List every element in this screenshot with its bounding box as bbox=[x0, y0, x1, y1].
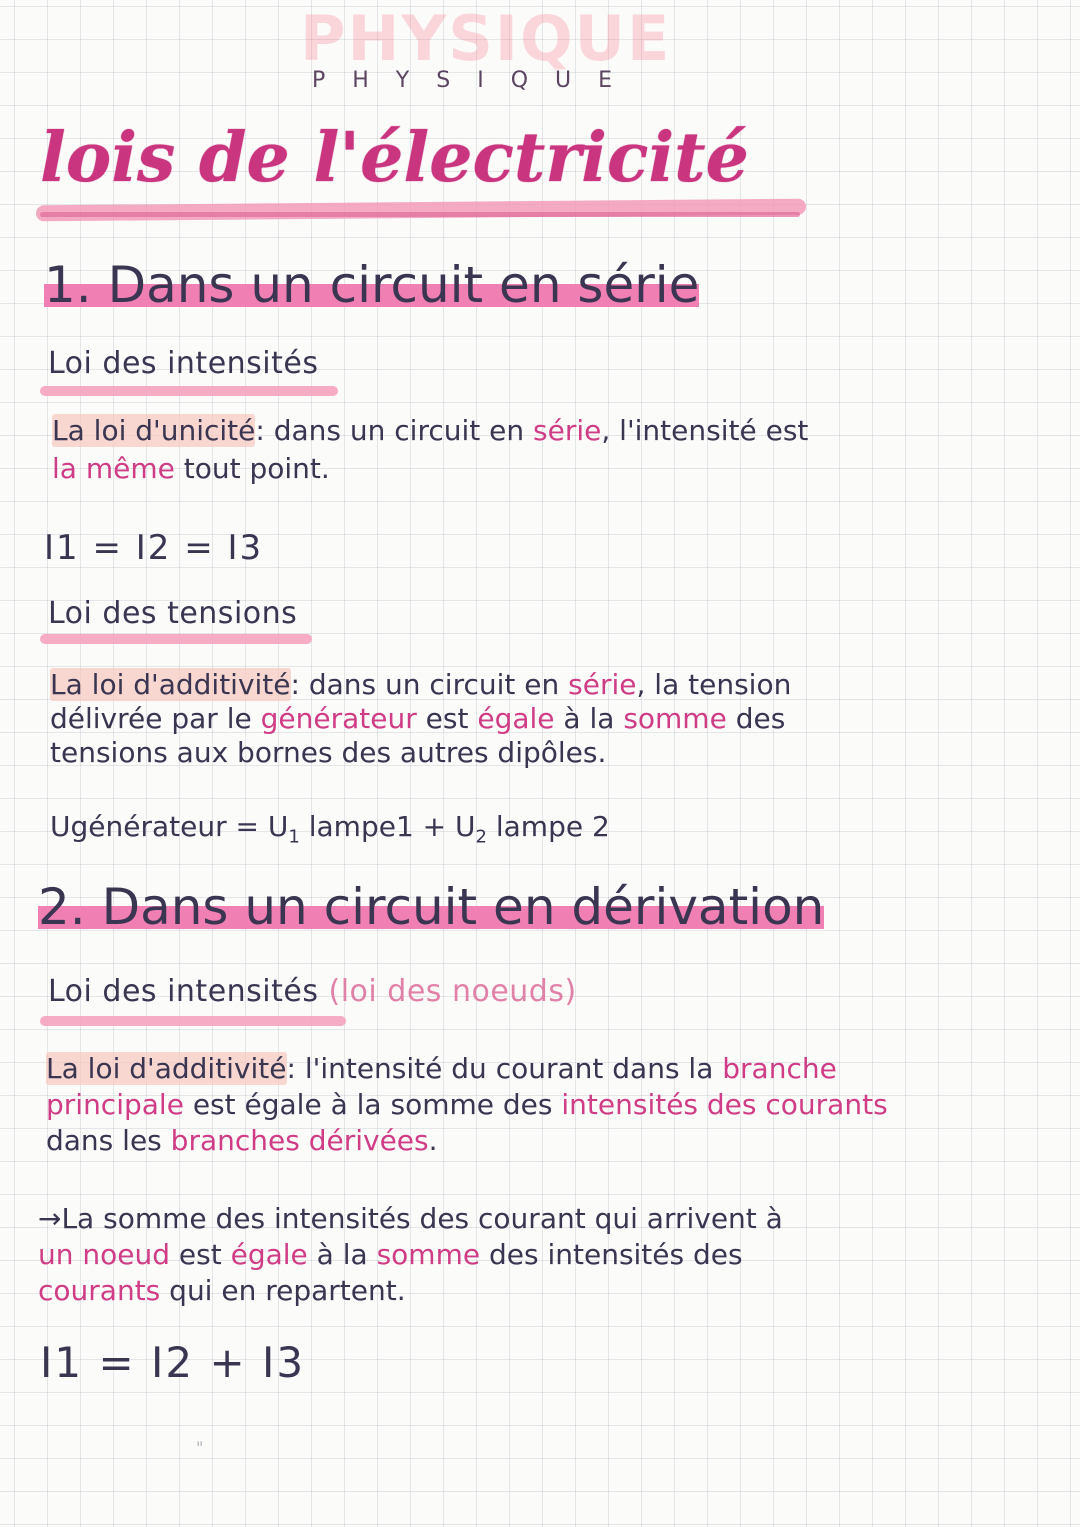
section-heading-derivation bbox=[38, 878, 824, 936]
formula-part: = U bbox=[226, 810, 289, 843]
body-text: : dans un circuit en bbox=[290, 668, 569, 701]
body-text: délivrée par le bbox=[50, 702, 261, 735]
body-text: : l'intensité du courant dans la bbox=[286, 1052, 723, 1085]
keyword: intensités des courants bbox=[561, 1088, 888, 1121]
subheading-underline bbox=[40, 1016, 346, 1026]
keyword: somme bbox=[376, 1238, 481, 1271]
formula-label: Ugénérateur bbox=[50, 810, 227, 843]
keyword: branche bbox=[722, 1052, 837, 1085]
law-unicity-line2 bbox=[52, 452, 330, 486]
law-name: La loi d'additivité bbox=[50, 668, 291, 701]
formula-tensions bbox=[50, 810, 610, 848]
law-additivity-intensity-line3 bbox=[46, 1124, 438, 1158]
keyword: branches dérivées bbox=[170, 1124, 429, 1157]
body-text: des intensités des bbox=[480, 1238, 743, 1271]
page-mark: " bbox=[196, 1438, 204, 1457]
subheading-intensities-derivation bbox=[48, 974, 577, 1009]
keyword: égale bbox=[230, 1238, 308, 1271]
keyword: un noeud bbox=[38, 1238, 171, 1271]
keyword: série bbox=[533, 414, 602, 447]
body-text: est bbox=[170, 1238, 231, 1271]
body-text: à la bbox=[307, 1238, 377, 1271]
keyword: générateur bbox=[260, 702, 417, 735]
formula-part: lampe1 + U bbox=[299, 810, 476, 843]
node-law-line2 bbox=[38, 1238, 743, 1272]
formula-sub: 2 bbox=[475, 826, 487, 848]
body-text: dans les bbox=[46, 1124, 171, 1157]
formula-derivation-intensities: I1 = I2 + I3 bbox=[40, 1338, 306, 1387]
body-text: , l'intensité est bbox=[601, 414, 809, 447]
law-additivity-intensity-line1 bbox=[46, 1052, 837, 1086]
subheading-text: Loi des intensités bbox=[48, 974, 319, 1009]
keyword: série bbox=[568, 668, 637, 701]
subheading-underline bbox=[40, 386, 338, 396]
subheading-note: (loi des noeuds) bbox=[318, 974, 577, 1009]
subheading-underline bbox=[40, 634, 312, 644]
body-text: tout point. bbox=[174, 452, 330, 485]
section-heading-serie bbox=[44, 256, 699, 314]
law-unicity-line1 bbox=[52, 414, 808, 448]
header-outline-title: PHYSIQUE bbox=[300, 2, 672, 75]
law-additivity-tension-line3: tensions aux bornes des autres dipôles. bbox=[50, 736, 607, 769]
formula-sub: 1 bbox=[288, 826, 300, 848]
keyword: somme bbox=[623, 702, 727, 735]
body-text: des bbox=[726, 702, 786, 735]
body-text: . bbox=[428, 1124, 438, 1157]
law-name: La loi d'unicité bbox=[52, 414, 256, 447]
law-additivity-tension-line2 bbox=[50, 702, 785, 736]
page-title: lois de l'électricité bbox=[40, 118, 749, 198]
subheading-intensities-serie: Loi des intensités bbox=[48, 346, 319, 381]
body-text: est égale à la somme des bbox=[183, 1088, 562, 1121]
formula-serie-intensities: I1 = I2 = I3 bbox=[44, 528, 264, 568]
body-text: à la bbox=[554, 702, 624, 735]
keyword: égale bbox=[477, 702, 555, 735]
node-law-line3 bbox=[38, 1274, 406, 1308]
keyword: principale bbox=[46, 1088, 184, 1121]
title-underline-accent bbox=[40, 212, 800, 217]
section-heading-derivation-text: 2. Dans un circuit en dérivation bbox=[38, 878, 825, 936]
keyword: la même bbox=[52, 452, 175, 485]
formula-part: lampe 2 bbox=[486, 810, 610, 843]
header-spaced-title: PHYSIQUE bbox=[312, 68, 640, 93]
body-text: : dans un circuit en bbox=[255, 414, 534, 447]
body-text: , la tension bbox=[636, 668, 792, 701]
title-underline bbox=[36, 199, 806, 222]
law-name: La loi d'additivité bbox=[46, 1052, 287, 1085]
law-additivity-tension-line1 bbox=[50, 668, 791, 702]
section-heading-serie-text: 1. Dans un circuit en série bbox=[44, 256, 700, 314]
body-text: est bbox=[416, 702, 478, 735]
node-law-line1: →La somme des intensités des courant qui arrivent à bbox=[38, 1202, 783, 1235]
law-additivity-intensity-line2 bbox=[46, 1088, 888, 1122]
keyword: courants bbox=[38, 1274, 161, 1307]
subheading-tensions: Loi des tensions bbox=[48, 596, 298, 631]
body-text: qui en repartent. bbox=[160, 1274, 406, 1307]
